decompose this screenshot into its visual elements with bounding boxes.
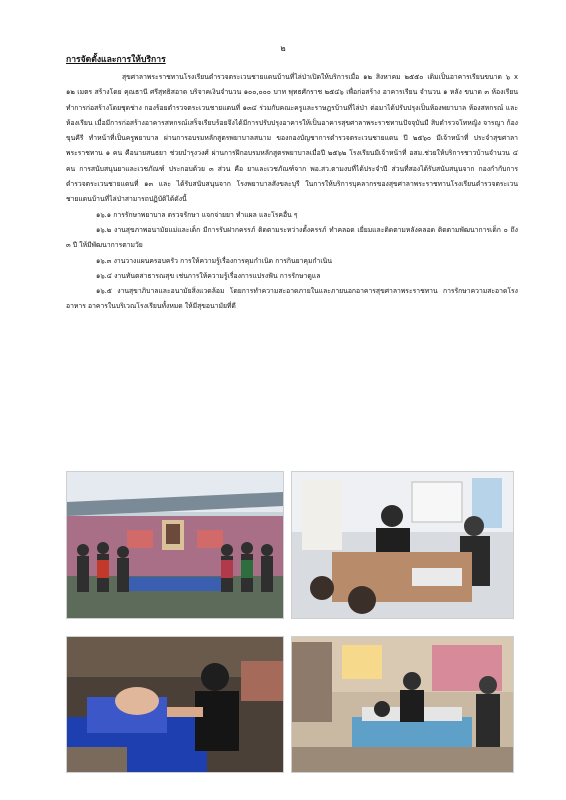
body-text	[66, 70, 518, 315]
service-item-2: ๑๖.๒ งานสุขภาพอนามัยแม่และเด็ก มีการรับฝากครรภ์ ติดตามระหว่างตั้งครรภ์ ทำคลอด เยี่ยมและติดตามหลังคลอด ติดตามพัฒนาการเด็ก ๐ ถึง ๓ ปี ให้มีพัฒนาการตามวัย	[66, 225, 518, 250]
service-item-5: ๑๖.๕ งานสุขาภิบาลและอนามัยสิ่งแวดล้อม โดยการทำความสะอาดภายในและภายนอกอาคารสุขศาลาพระราชทาน การรักษาความสะอาดโรงอาหาร อาคารในบริเวณโรงเรียนทั้งหมด ให้มีสุขอนามัยที่ดี	[66, 287, 518, 311]
service-item-1: ๑๖.๑ การรักษาพยาบาล ตรวจรักษา แจกจ่ายยา ทำแผล และโรคอื่น ๆ	[96, 210, 298, 219]
page-number: ๒	[280, 44, 286, 53]
patient-bed-photo	[291, 636, 514, 773]
section-heading: การจัดตั้งและการให้บริการ	[66, 55, 166, 65]
photo-grid	[66, 471, 512, 771]
infant-care-photo	[66, 636, 284, 773]
treatment-photo	[291, 471, 514, 619]
service-item-4: ๑๖.๔ งานทันตสาธารณสุข เช่นการให้ความรู้เรื่องการแปรงฟัน การรักษาดูแล	[96, 271, 321, 280]
group-photo	[66, 471, 284, 619]
intro-paragraph: สุขศาลาพระราชทานโรงเรียนตำรวจตระเวนชายแดนบ้านที่ไล่ป่าเปิดให้บริการเมื่อ ๑๒ สิงหาคม ๒๕๕๐ เดิมเป็นอาคารเรียนขนาด ๖ x ๑๒ เมตร สร้างโดย คุณธานี ศรีสุทธิสอาด บริจาคเงินจำนวน ๑๐๐,๐๐๐ บาท พุทธศักราช ๒๕๔๖ เพื่อก่อสร้าง อาคารเรียน จำนวน ๑ หลัง ขนาด ๓ ห้องเรียนทำการก่อสร้างโดยชุดช่าง กองร้อยตำรวจตระเวนชายแดนที่ ๑๓๔ ร่วมกับคณะครูและราษฎรบ้านที่ไล่ป่า ต่อมาได้ปรับปรุงเป็นห้องพยาบาล ห้องสหกรณ์ และห้องเรียน เมื่อมีการก่อสร้างอาคารสหกรณ์เสร็จเรียบร้อยจึงได้มีการปรับปรุงอาคารให้เป็นอาคารสุขศาลาพระราชทานปัจจุบันมี สิบตำรวจโทหญิง จารญา ก้องขุนคีรี ทำหน้าที่เป็นครูพยาบาล ผ่านการอบรมหลักสูตรพยาบาลสนาม ของกองบัญชาการตำรวจตระเวนชายแดน ปี ๒๕๖๐ มีเจ้าหน้าที่ ประจำสุขศาลาพระราชทาน ๑ คน คือนายสนธยา ช่วยบำรุงวงศ์ ผ่านการฝึกอบรมหลักสูตรพยาบาลเมื่อปี ๒๕๖๒ โรงเรียนมีเจ้าหน้าที่ อสม.ช่วยให้บริการชาวบ้านจำนวน ๔ คน การสนับสนุนยาและเวชภัณฑ์ ประกอบด้วย ๓ ส่วน คือ ยาและเวชภัณฑ์จาก พอ.สว.ตามงบที่ได้ประจำปี ส่วนที่สองได้รับสนับสนุนจาก กองกำกับการตำรวจตระเวนชายแดนที่ ๑๓ และ ได้รับสนับสนุนจาก โรงพยาบาลสังขละบุรี ในการให้บริการบุคลากรของสุขศาลาพระราชทานโรงเรียนตำรวจตระเวนชายแดนบ้านที่ไล่ป่าสามารถปฏิบัติได้ดังนี้	[66, 73, 518, 204]
service-item-3: ๑๖.๓ งานวางแผนครอบครัว การให้ความรู้เรื่องการคุมกำเนิด การกินยาคุมกำเนิน	[96, 256, 332, 265]
